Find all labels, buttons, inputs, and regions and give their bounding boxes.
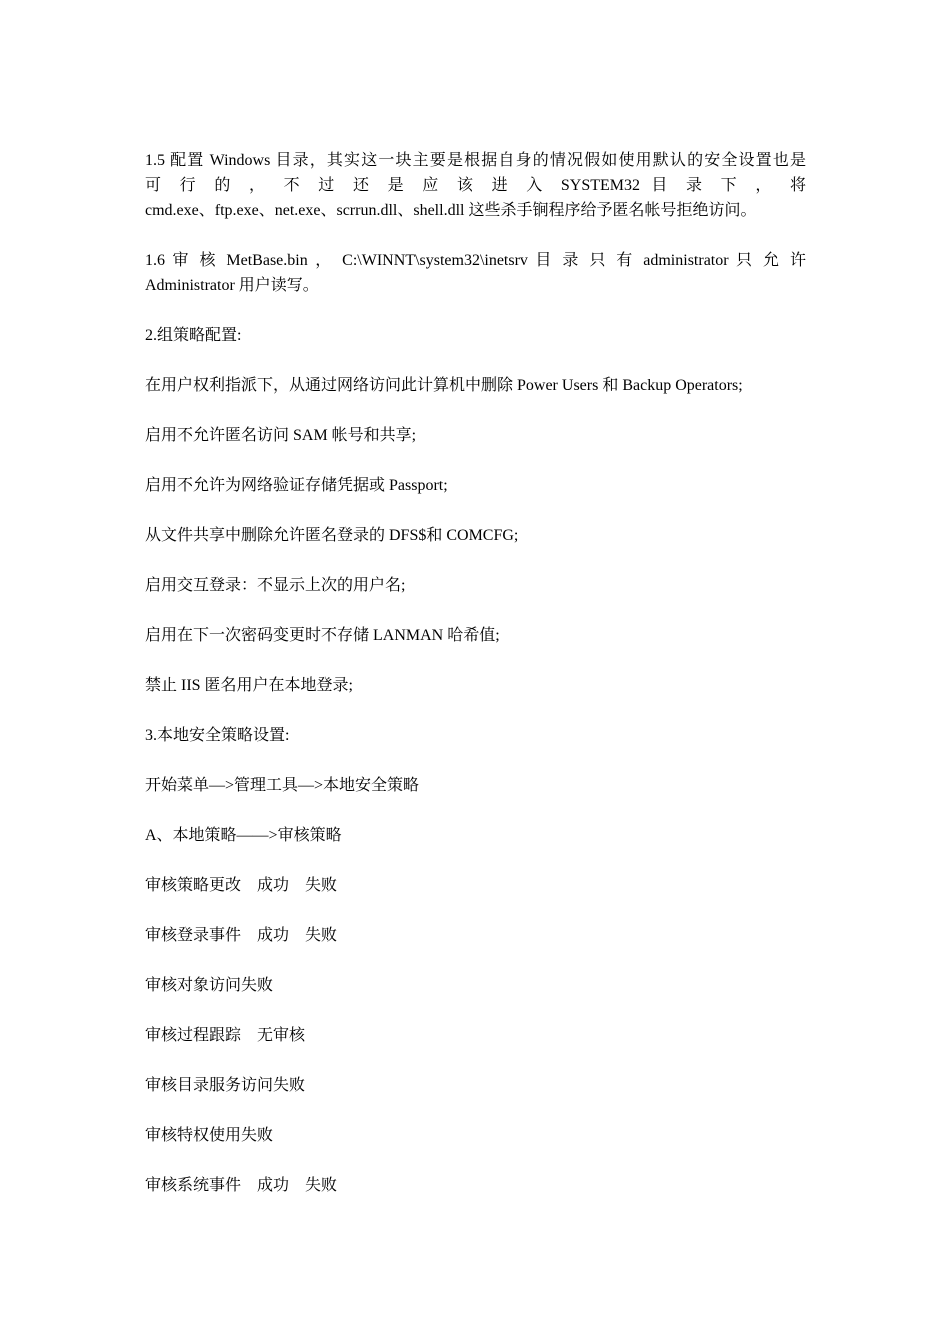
text-line: 开始菜单—>管理工具—>本地安全策略 — [145, 777, 420, 794]
paragraph-1-6-metbase — [145, 248, 806, 298]
text-line: 启用不允许为网络验证存储凭据或 Passport; — [145, 477, 448, 494]
text-line: 审核登录事件 成功 失败 — [145, 927, 338, 944]
text-line: cmd.exe、ftp.exe、net.exe、scrrun.dll、shell.dll 这些杀手锏程序给予匿名帐号拒绝访问。 — [145, 202, 757, 219]
policy-item — [145, 523, 806, 548]
text-line: 审核过程跟踪 无审核 — [145, 1027, 306, 1044]
text-line: 1.5 配置 Windows 目录，其实这一块主要是根据自身的情况假如使用默认的安全设置也是 — [145, 152, 806, 169]
policy-item — [145, 423, 806, 448]
audit-item — [145, 973, 806, 998]
text-line: 审核策略更改 成功 失败 — [145, 877, 338, 894]
text-line: 审核目录服务访问失败 — [145, 1077, 306, 1094]
section-heading-local-security-policy — [145, 723, 806, 748]
audit-item — [145, 873, 806, 898]
policy-item — [145, 373, 806, 398]
text-line: 从文件共享中删除允许匿名登录的 DFS$和 COMCFG; — [145, 527, 519, 544]
text-line: 3.本地安全策略设置: — [145, 727, 290, 744]
text-line: 启用在下一次密码变更时不存储 LANMAN 哈希值; — [145, 627, 500, 644]
text-line: A、本地策略——>审核策略 — [145, 827, 342, 844]
text-line: 2.组策略配置: — [145, 327, 242, 344]
menu-path — [145, 773, 806, 798]
text-line: Administrator 用户读写。 — [145, 277, 319, 294]
policy-item — [145, 473, 806, 498]
text-line: 审核特权使用失败 — [145, 1127, 274, 1144]
policy-item — [145, 673, 806, 698]
text-line: 可 行 的 ， 不 过 还 是 应 该 进 入 SYSTEM32 目 录 下 ， 将 — [145, 177, 806, 194]
policy-item — [145, 573, 806, 598]
text-line: 禁止 IIS 匿名用户在本地登录; — [145, 677, 354, 694]
paragraph-1-5-windows-directory — [145, 148, 806, 223]
policy-item — [145, 623, 806, 648]
text-line: 1.6 审 核 MetBase.bin ， C:\WINNT\system32\inetsrv 目 录 只 有 administrator 只 允 许 — [145, 252, 806, 269]
subsection-heading-audit-policy — [145, 823, 806, 848]
audit-item — [145, 1023, 806, 1048]
audit-item — [145, 923, 806, 948]
audit-item — [145, 1123, 806, 1148]
text-line: 在用户权利指派下，从通过网络访问此计算机中删除 Power Users 和 Backup Operators; — [145, 377, 743, 394]
text-line: 启用不允许匿名访问 SAM 帐号和共享; — [145, 427, 417, 444]
text-line: 启用交互登录：不显示上次的用户名; — [145, 577, 406, 594]
text-line: 审核对象访问失败 — [145, 977, 274, 994]
text-line: 审核系统事件 成功 失败 — [145, 1177, 338, 1194]
section-heading-group-policy — [145, 323, 806, 348]
audit-item — [145, 1073, 806, 1098]
document-page — [145, 148, 806, 1198]
audit-item — [145, 1173, 806, 1198]
